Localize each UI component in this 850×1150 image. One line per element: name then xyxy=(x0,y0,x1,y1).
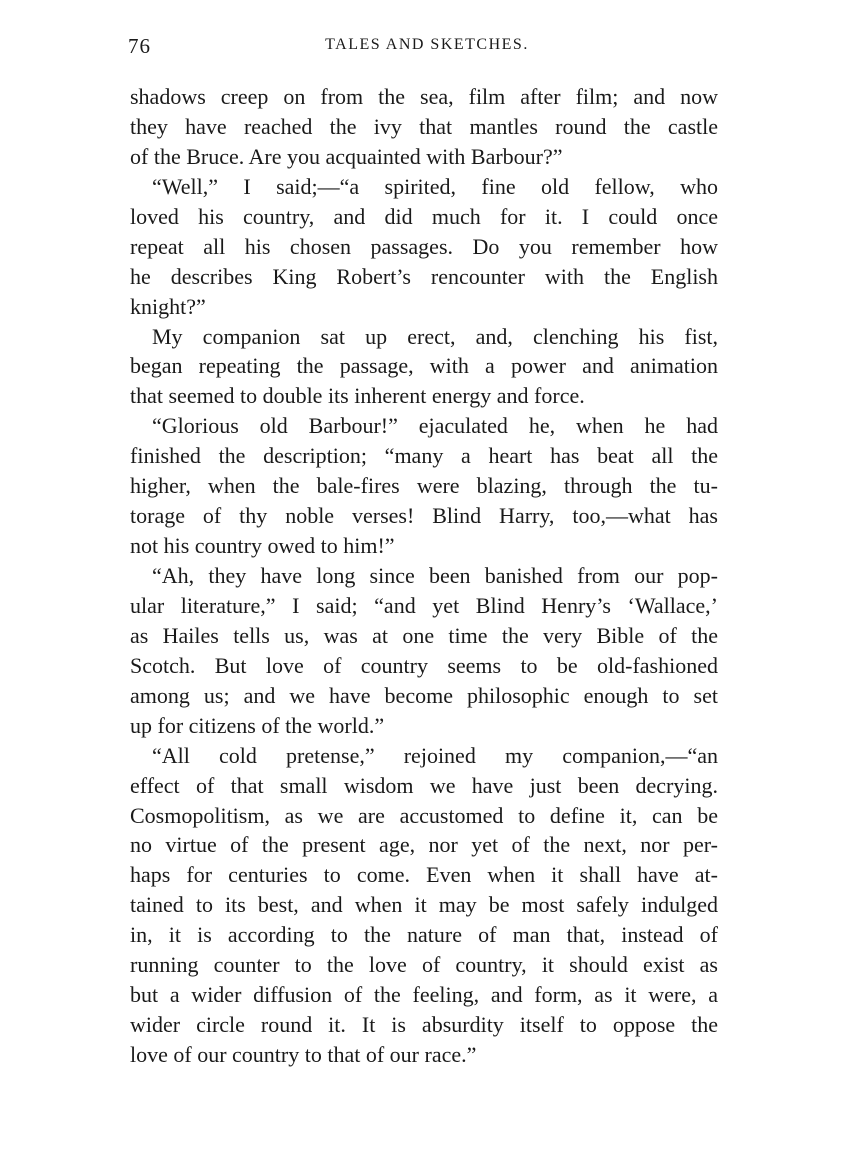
page-header xyxy=(128,34,726,58)
text-line: torage of thy noble verses! Blind Harry, too,—what has xyxy=(130,503,718,529)
text-line: began repeating the passage, with a power and animation xyxy=(130,353,718,379)
text-line: in, it is according to the nature of man that, instead of xyxy=(130,922,718,948)
text-line: “All cold pretense,” rejoined my companion,—“an xyxy=(152,742,718,768)
text-line: “Ah, they have long since been banished from our pop- xyxy=(152,563,718,588)
text-line: finished the description; “many a heart has beat all the xyxy=(130,443,718,469)
text-line: haps for centuries to come. Even when it shall have at- xyxy=(130,862,718,888)
text-line: up for citizens of the world.” xyxy=(130,712,385,738)
text-line: running counter to the love of country, it should exist as xyxy=(130,952,718,978)
text-line: effect of that small wisdom we have just been decrying. xyxy=(130,772,718,798)
text-line: that seemed to double its inherent energy and force. xyxy=(130,383,585,409)
text-line: of the Bruce. Are you acquainted with Barbour?” xyxy=(130,143,563,169)
text-line: not his country owed to him!” xyxy=(130,533,395,559)
page-number: 76 xyxy=(128,34,151,58)
text-line: as Hailes tells us, was at one time the very Bible of the xyxy=(130,622,718,648)
text-line: tained to its best, and when it may be most safely indulged xyxy=(130,892,718,918)
text-line: among us; and we have become philosophic enough to set xyxy=(130,682,718,708)
body-text xyxy=(130,82,718,1070)
text-line: higher, when the bale-fires were blazing, through the tu- xyxy=(130,473,718,499)
text-line: knight?” xyxy=(130,293,206,319)
text-line: they have reached the ivy that mantles round the castle xyxy=(130,113,718,139)
text-line: wider circle round it. It is absurdity itself to oppose the xyxy=(130,1012,718,1038)
text-line: My companion sat up erect, and, clenching his fist, xyxy=(152,323,718,349)
text-line: shadows creep on from the sea, film after film; and now xyxy=(130,84,718,109)
text-line: repeat all his chosen passages. Do you remember how xyxy=(130,233,718,259)
running-head: TALES AND SKETCHES. xyxy=(325,36,529,53)
text-line: Scotch. But love of country seems to be old-fashioned xyxy=(130,652,718,678)
text-line: “Glorious old Barbour!” ejaculated he, when he had xyxy=(152,413,718,439)
text-line: ular literature,” I said; “and yet Blind Henry’s ‘Wallace,’ xyxy=(130,592,718,618)
text-line: he describes King Robert’s rencounter with the English xyxy=(130,263,718,289)
text-line: but a wider diffusion of the feeling, and form, as it were, a xyxy=(130,982,718,1008)
text-line: no virtue of the present age, nor yet of the next, nor per- xyxy=(130,832,718,858)
text-line: loved his country, and did much for it. I could once xyxy=(130,203,718,229)
text-line: Cosmopolitism, as we are accustomed to define it, can be xyxy=(130,802,718,828)
text-line: love of our country to that of our race.” xyxy=(130,1042,477,1067)
text-line: “Well,” I said;—“a spirited, fine old fellow, who xyxy=(152,173,718,199)
